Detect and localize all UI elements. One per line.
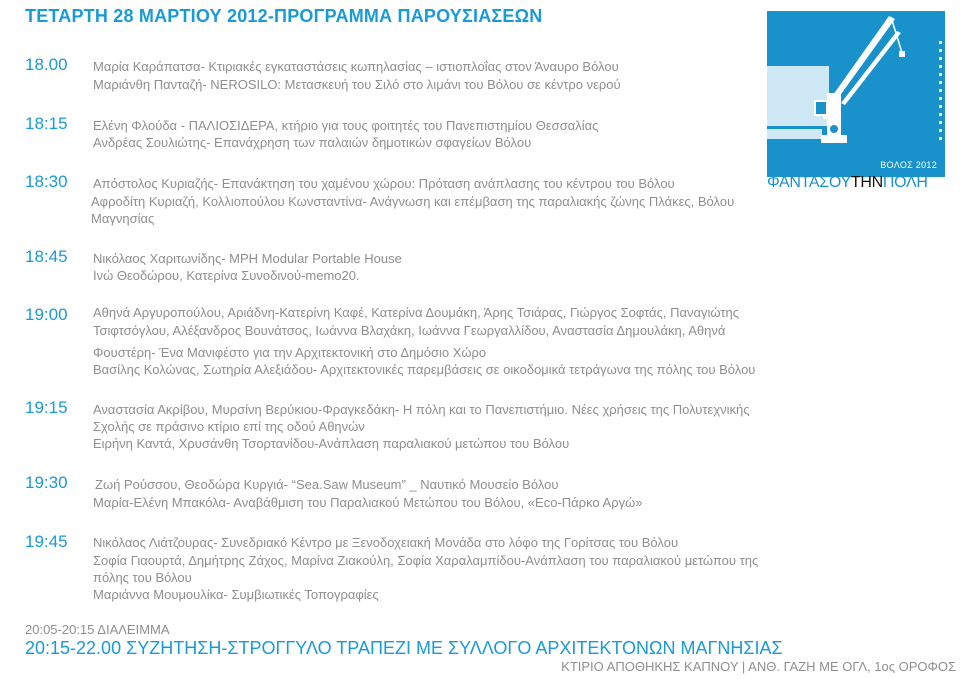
- slot-time: 18:15: [25, 114, 68, 133]
- slot-line: Νικόλαος Χαριτωνίδης- MPH Modular Portable House: [93, 251, 402, 266]
- slot-line: Σοφία Γιαουρτά, Δημήτρης Ζάχος, Μαρίνα Ζιακούλη, Σοφία Χαραλαμπίδου-Ανάπλαση του παραλιακού μετώπου της: [93, 553, 759, 568]
- logo-name-part3: ΠΟΛΗ: [882, 174, 928, 191]
- slot-line: Ανδρέας Σουλιώτης- Επανάχρηση των παλαιών δημοτικών σφαγείων Βόλου: [93, 135, 532, 150]
- discussion-line: 20:15-22.00 ΣΥΖΗΤΗΣΗ-ΣΤΡΟΓΓΥΛΟ ΤΡΑΠΕΖΙ ΜΕ ΣΥΛΛΟΓΟ ΑΡΧΙΤΕΚΤΟΝΩΝ ΜΑΓΝΗΣΙΑΣ: [25, 638, 783, 658]
- slot-line: Μαριάνθη Πανταζή- NEROSILO: Μετασκευή του Σιλό στο λιμάνι του Βόλου σε κέντρο νερού: [93, 77, 621, 92]
- venue-line: ΚΤΙΡΙΟ ΑΠΟΘΗΚΗΣ ΚΑΠΝΟΥ | ΑΝΘ. ΓΑΖΗ ΜΕ ΟΓΛ, 1ος ΟΡΟΦΟΣ: [561, 659, 956, 674]
- slot-line: Τσιφτσόγλου, Αλέξανδρος Βουνάτσος, Ιωάννα Βλαχάκη, Ιωάννα Γεωργαλλίδου, Αναστασία Δημουλάκη, Αθηνά: [93, 323, 726, 338]
- slot-line: Μαγνησίας: [91, 211, 155, 226]
- break-line: 20:05-20:15 ΔΙΑΛΕΙΜΜΑ: [25, 622, 170, 637]
- event-logo: [767, 11, 945, 191]
- slot-line: Μαρία Καράπατσα- Κτιριακές εγκαταστάσεις κωπηλασίας – ιστιοπλοΐας στον Άναυρο Βόλου: [93, 59, 619, 74]
- slot-line: Νικόλαος Λιάτζουρας- Συνεδριακό Κέντρο με Ξενοδοχειακή Μονάδα στο λόφο της Γορίτσας του Βόλου: [93, 535, 679, 550]
- slot-line: πόλης του Βόλου: [93, 570, 192, 585]
- slot-line: Απόστολος Κυριαζής- Επανάκτηση του χαμένου χώρου: Πρόταση ανάπλασης του κέντρου του Βόλου: [93, 176, 675, 191]
- slot-time: 19:00: [25, 305, 68, 324]
- slot-time: 18:45: [25, 247, 68, 266]
- logo-name-part2: ΤΗΝ: [850, 174, 883, 191]
- logo-name-part1: ΦΑΝΤΑΣΟΥ: [767, 174, 851, 191]
- slot-line: Μαρία-Ελένη Μπακόλα- Αναβάθμιση του Παραλιακού Μετώπου του Βόλου, «Eco-Πάρκο Αργώ»: [93, 495, 643, 510]
- slot-time: 19:45: [25, 532, 68, 551]
- slot-line: Ελένη Φλούδα - ΠΑΛΙΟΣΙΔΕΡΑ, κτήριο για τους φοιτητές του Πανεπιστημίου Θεσσαλίας: [93, 118, 599, 133]
- slot-time: 18:30: [25, 172, 68, 191]
- slot-line: Φουστέρη- Ένα Μανιφέστο για την Αρχιτεκτονική στο Δημόσιο Χώρο: [93, 345, 487, 360]
- slot-line: Ειρήνη Καντά, Χρυσάνθη Τσορτανίδου-Ανάπλαση παραλιακού μετώπου του Βόλου: [93, 436, 570, 451]
- logo-name: [767, 174, 945, 192]
- slot-line: Ζωή Ρούσσου, Θεοδώρα Κυργιά- “Sea.Saw Museum” _ Ναυτικό Μουσείο Βόλου: [95, 477, 559, 492]
- slot-time: 19:30: [25, 473, 68, 492]
- slot-line: Ινώ Θεοδώρου, Κατερίνα Συνοδινού-memo20.: [93, 268, 360, 283]
- slot-line: Μαριάννα Μουμουλίκα- Συμβιωτικές Τοπογραφίες: [93, 587, 379, 602]
- slot-line: Αφροδίτη Κυριαζή, Κολλιοπούλου Κωνσταντίνα- Ανάγνωση και επέμβαση της παραλιακής ζώνης Πλάκες, Βόλου: [91, 194, 735, 209]
- slot-time: 19:15: [25, 398, 68, 417]
- crane-icon: [767, 11, 945, 177]
- page-title: ΤΕΤΑΡΤΗ 28 ΜΑΡΤΙΟΥ 2012-ΠΡΟΓΡΑΜΜΑ ΠΑΡΟΥΣΙΑΣΕΩΝ: [25, 6, 543, 26]
- slot-line: Βασίλης Κολώνας, Σωτηρία Αλεξιάδου- Αρχιτεκτονικές παρεμβάσεις σε οικοδομικά τετράγωνα της πόλης του Βόλου: [93, 362, 756, 377]
- slot-line: Αναστασία Ακρίβου, Μυρσίνη Βερύκιου-Φραγκεδάκη- Η πόλη και το Πανεπιστήμιο. Νέες χρήσεις της Πολυτεχνικής: [93, 402, 750, 417]
- logo-crane-graphic: [767, 11, 945, 177]
- slot-line: Σχολής σε πράσινο κτίριο επί της οδού Αθηνών: [93, 419, 365, 434]
- slot-time: 18.00: [25, 55, 68, 74]
- logo-year: ΒΟΛΟΣ 2012: [880, 160, 937, 170]
- slot-line: Αθηνά Αργυροπούλου, Αριάδνη-Κατερίνη Καφέ, Κατερίνα Δουμάκη, Άρης Τσιάρας, Γιώργος Σοφτάς, Παναγιώτης: [93, 305, 739, 320]
